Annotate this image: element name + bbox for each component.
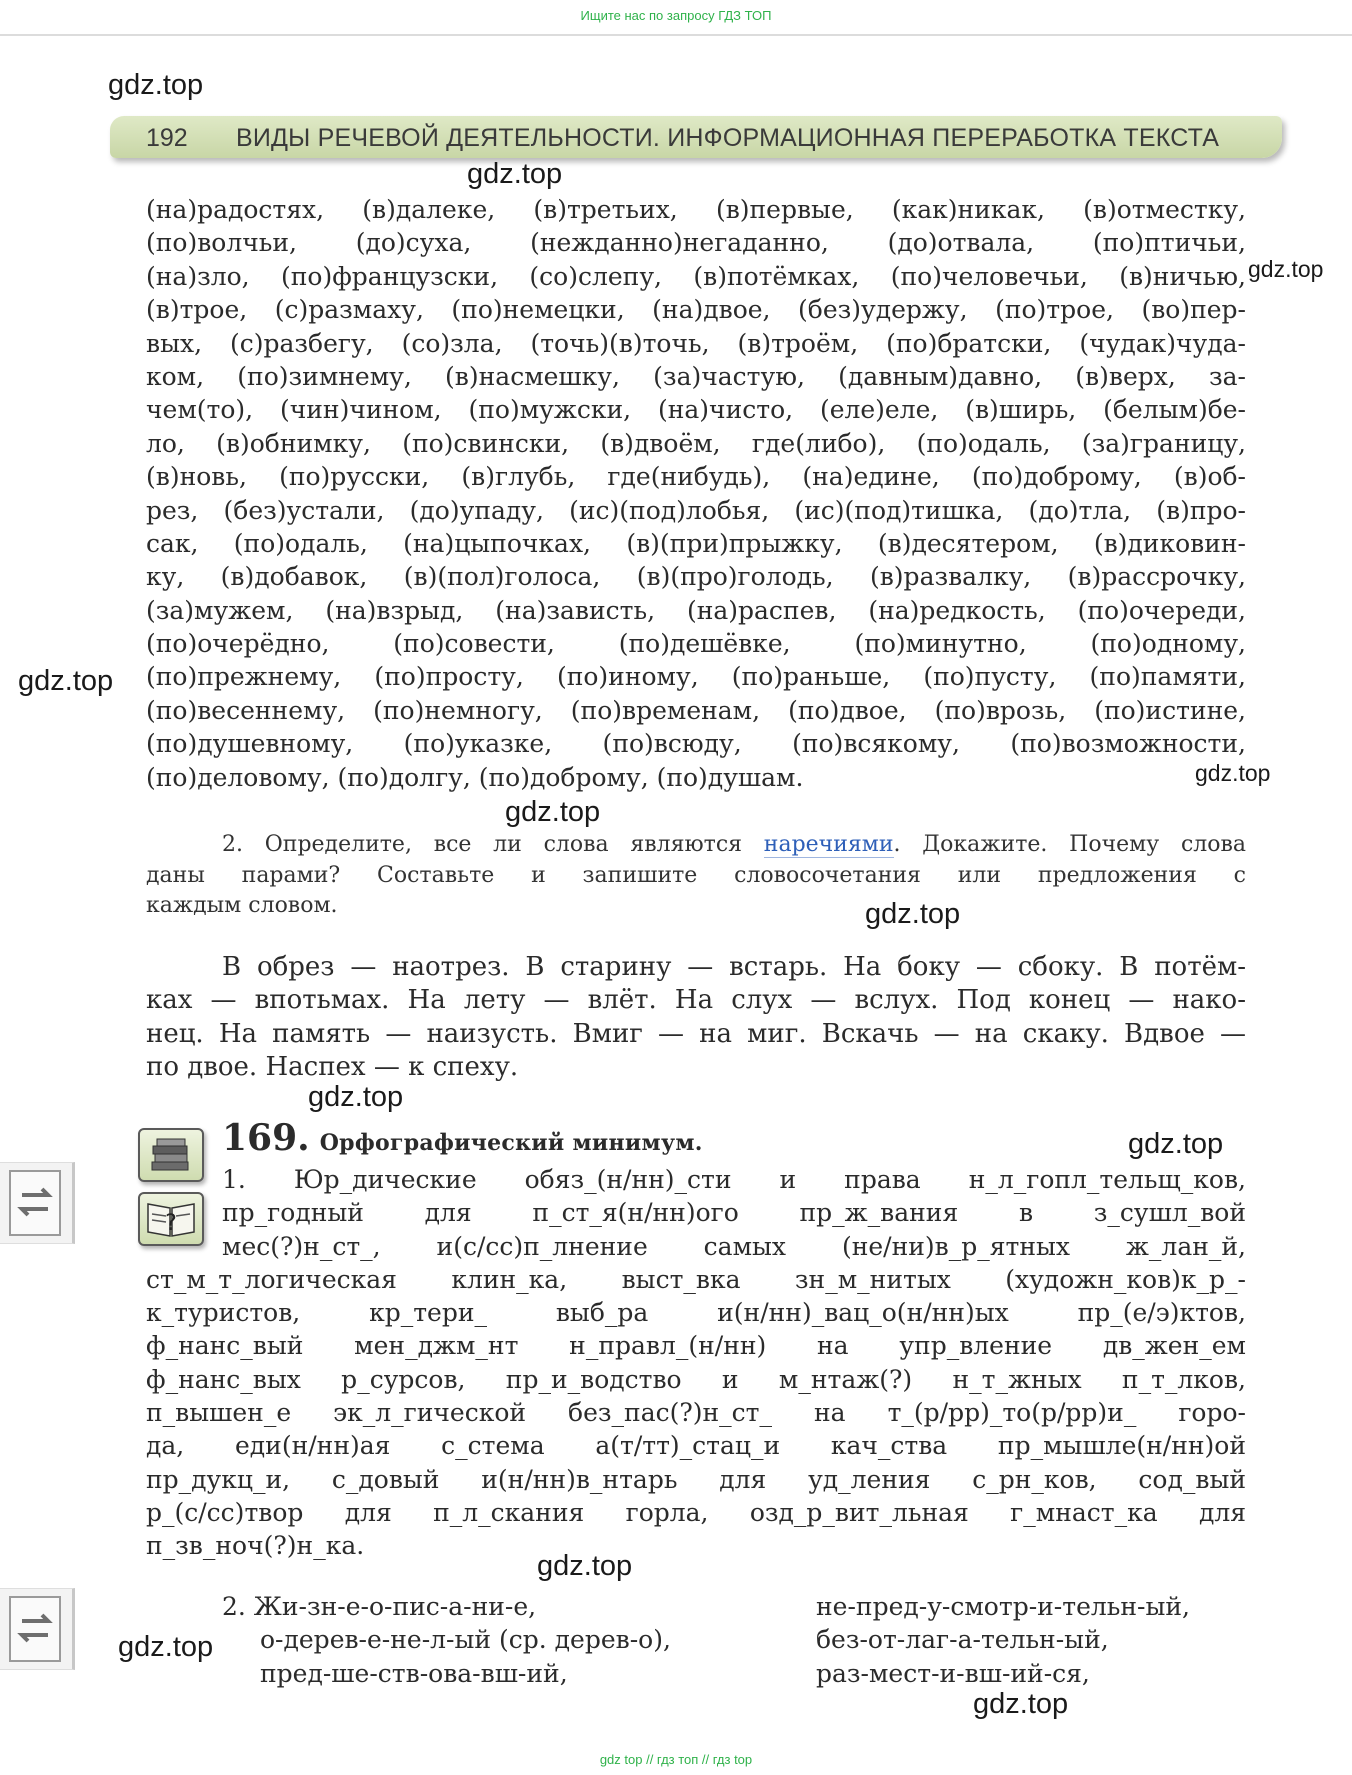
side-nav-tab[interactable] xyxy=(0,1162,75,1244)
task-line: даны парами? Составьте и запишите словосочетания или предложения с xyxy=(146,862,1246,888)
task-text: . Докажите. Почему слова xyxy=(893,832,1246,857)
text-line: (в)новь, (по)русски, (в)глубь, где(нибудь), (на)едине, (по)доброму, (в)об- xyxy=(146,462,1246,492)
watermark: gdz.top xyxy=(505,796,601,828)
watermark: gdz.top xyxy=(118,1631,214,1663)
watermark: gdz.top xyxy=(18,665,114,697)
text-line: пр_дукц_и, с_довый и(н/нн)в_нтарь для уд_ления с_рн_ков, сод_вый xyxy=(146,1464,1246,1494)
text-line: ф_нанс_вых р_сурсов, пр_и_водство и м_нтаж(?) н_т_жных п_т_лков, xyxy=(146,1364,1246,1394)
watermark: gdz.top xyxy=(1195,760,1271,786)
text-line: (на)радостях, (в)далеке, (в)третьих, (в)первые, (как)никак, (в)отместку, xyxy=(146,195,1246,224)
text-line: (по)весеннему, (по)немногу, (по)временам, (по)двое, (по)врозь, (по)истине, xyxy=(146,695,1246,725)
text-line: (по)деловому, (по)долгу, (по)доброму, (по)душам. xyxy=(146,762,804,792)
word-pairs xyxy=(146,951,1246,1085)
exercise-heading xyxy=(222,1117,703,1159)
watermark: gdz.top xyxy=(537,1550,633,1582)
exercise-number: 169. xyxy=(222,1117,310,1159)
text-line: нец. На память — наизусть. Вмиг — на миг. Вскачь — на скаку. Вдвое — xyxy=(146,1018,1246,1049)
text-line: по двое. Наспех — к спеху. xyxy=(146,1052,519,1083)
term-link[interactable]: наречиями xyxy=(763,832,894,857)
svg-text:?: ? xyxy=(165,1211,177,1236)
watermark: gdz.top xyxy=(1248,256,1324,282)
text-line: р_(с/сс)твор для п_л_скания горла, озд_р_вит_льная г_мнаст_ка для xyxy=(146,1497,1246,1527)
watermark: gdz.top xyxy=(467,158,563,190)
text-line: (по)прежнему, (по)просту, (по)иному, (по)раньше, (по)пусту, (по)памяти, xyxy=(146,662,1246,692)
chapter-title: ВИДЫ РЕЧЕВОЙ ДЕЯТЕЛЬНОСТИ. ИНФОРМАЦИОННАЯ ПЕРЕРАБОТКА ТЕКСТА xyxy=(236,124,1220,152)
text-line: ст_м_т_логическая клин_ка, выст_вка зн_м_нитых (художн_ков)к_р_- xyxy=(146,1264,1246,1294)
text-line: сак, (по)одаль, (на)цыпочках, (в)(при)прыжку, (в)десятером, (в)диковин- xyxy=(146,528,1246,558)
footer-links[interactable]: gdz top // гдз топ // гдз top xyxy=(599,1752,753,1767)
word-column-left xyxy=(222,1590,671,1690)
text-line: (в)трое, (с)размаху, (по)немецки, (на)двое, (без)удержу, (по)трое, (во)пер- xyxy=(146,295,1246,325)
text-line: мес(?)н_ст_, и(с/сс)п_лнение самых (не/ни)в_р_ятных ж_лан_й, xyxy=(222,1231,1246,1261)
task-line xyxy=(146,830,1246,861)
page-number: 192 xyxy=(146,124,188,152)
text-line: (на)зло, (по)французски, (со)слепу, (в)потёмках, (по)человечьи, (в)ничью, xyxy=(146,261,1246,291)
text-line: (по)волчьи, (до)суха, (нежданно)негаданно, (до)отвала, (по)птичьи, xyxy=(146,228,1246,258)
text-line: вых, (с)разбегу, (со)зла, (точь)(в)точь, (в)троём, (по)братски, (чудак)чуда- xyxy=(146,328,1246,358)
task-2 xyxy=(146,830,1246,922)
word-item: о-дерев-е-не-л-ый (ср. дерев-о), xyxy=(260,1625,671,1655)
side-nav-tab[interactable] xyxy=(0,1588,75,1670)
word-item: не-пред-у-смотр-и-тельн-ый, xyxy=(816,1592,1190,1621)
word-column-right xyxy=(816,1590,1190,1690)
text-line: 1. Юр_дические обяз_(н/нн)_сти и права н_л_гопл_тельщ_ков, xyxy=(222,1165,1246,1194)
text-line: ках — впотьмах. На лету — влёт. На слух — вслух. Под конец — нако- xyxy=(146,985,1246,1016)
text-line: да, еди(н/нн)ая с_стема а(т/тт)_стац_и кач_ства пр_мышле(н/нн)ой xyxy=(146,1431,1246,1461)
text-line: В обрез — наотрез. В старину — встарь. На боку — сбоку. В потём- xyxy=(222,952,1246,982)
word-item: пред-ше-ств-ова-вш-ий, xyxy=(260,1658,568,1688)
task-text: 2. Определите, все ли слова являются xyxy=(222,832,764,857)
text-line: пр_годный для п_ст_я(н/нн)ого пр_ж_вания в з_сушл_вой xyxy=(222,1198,1246,1228)
word-item: 2. Жи-зн-е-о-пис-а-ни-е, xyxy=(222,1592,537,1621)
adverb-list xyxy=(146,193,1246,794)
text-line: (по)душевному, (по)указке, (по)всюду, (по)всякому, (по)возможности, xyxy=(146,729,1246,759)
watermark: gdz.top xyxy=(865,898,961,930)
word-item: без-от-лаг-а-тельн-ый, xyxy=(816,1625,1109,1655)
text-line: ку, (в)добавок, (в)(пол)голоса, (в)(про)голодь, (в)развалку, (в)рассрочку, xyxy=(146,562,1246,592)
text-line: п_зв_ноч(?)н_ка. xyxy=(146,1531,365,1561)
watermark: gdz.top xyxy=(308,1081,404,1113)
text-line: (за)мужем, (на)взрыд, (на)зависть, (на)распев, (на)редкость, (по)очереди, xyxy=(146,595,1246,625)
text-line: чем(то), (чин)чином, (по)мужски, (на)чисто, (еле)еле, (в)ширь, (белым)бе- xyxy=(146,395,1246,425)
swap-arrows-icon xyxy=(0,1589,72,1669)
watermark: gdz.top xyxy=(108,69,204,101)
text-line: ком, (по)зимнему, (в)насмешку, (за)частую, (давным)давно, (в)верх, за- xyxy=(146,361,1246,391)
word-item: раз-мест-и-вш-ий-ся, xyxy=(816,1658,1090,1688)
swap-arrows-icon xyxy=(0,1163,72,1243)
text-line: ф_нанс_вый мен_джм_нт н_правл_(н/нн) на упр_вление дв_жен_ем xyxy=(146,1331,1246,1361)
text-line: рез, (без)устали, (до)упаду, (ис)(под)лобья, (ис)(под)тишка, (до)тла, (в)про- xyxy=(146,495,1246,525)
exercise-169-body xyxy=(146,1163,1246,1563)
text-line: п_вышен_е эк_л_гической без_пас(?)н_ст_ на т_(р/рр)_то(р/рр)и_ горо- xyxy=(146,1398,1246,1428)
watermark: gdz.top xyxy=(973,1688,1069,1720)
running-header xyxy=(110,116,1282,158)
text-line: ло, (в)обнимку, (по)свински, (в)двоём, где(либо), (по)одаль, (за)границу, xyxy=(146,428,1246,458)
text-line: к_туристов, кр_тери_ выб_ра и(н/нн)_вац_о(н/нн)ых пр_(е/э)ктов, xyxy=(146,1298,1246,1328)
top-banner[interactable]: Ищите нас по запросу ГДЗ ТОП xyxy=(0,0,1352,36)
task-line: каждым словом. xyxy=(146,893,338,918)
text-line: (по)очерёдно, (по)совести, (по)дешёвке, (по)минутно, (по)одному, xyxy=(146,629,1246,659)
exercise-title: Орфографический минимум. xyxy=(319,1130,703,1156)
watermark: gdz.top xyxy=(1128,1128,1224,1160)
